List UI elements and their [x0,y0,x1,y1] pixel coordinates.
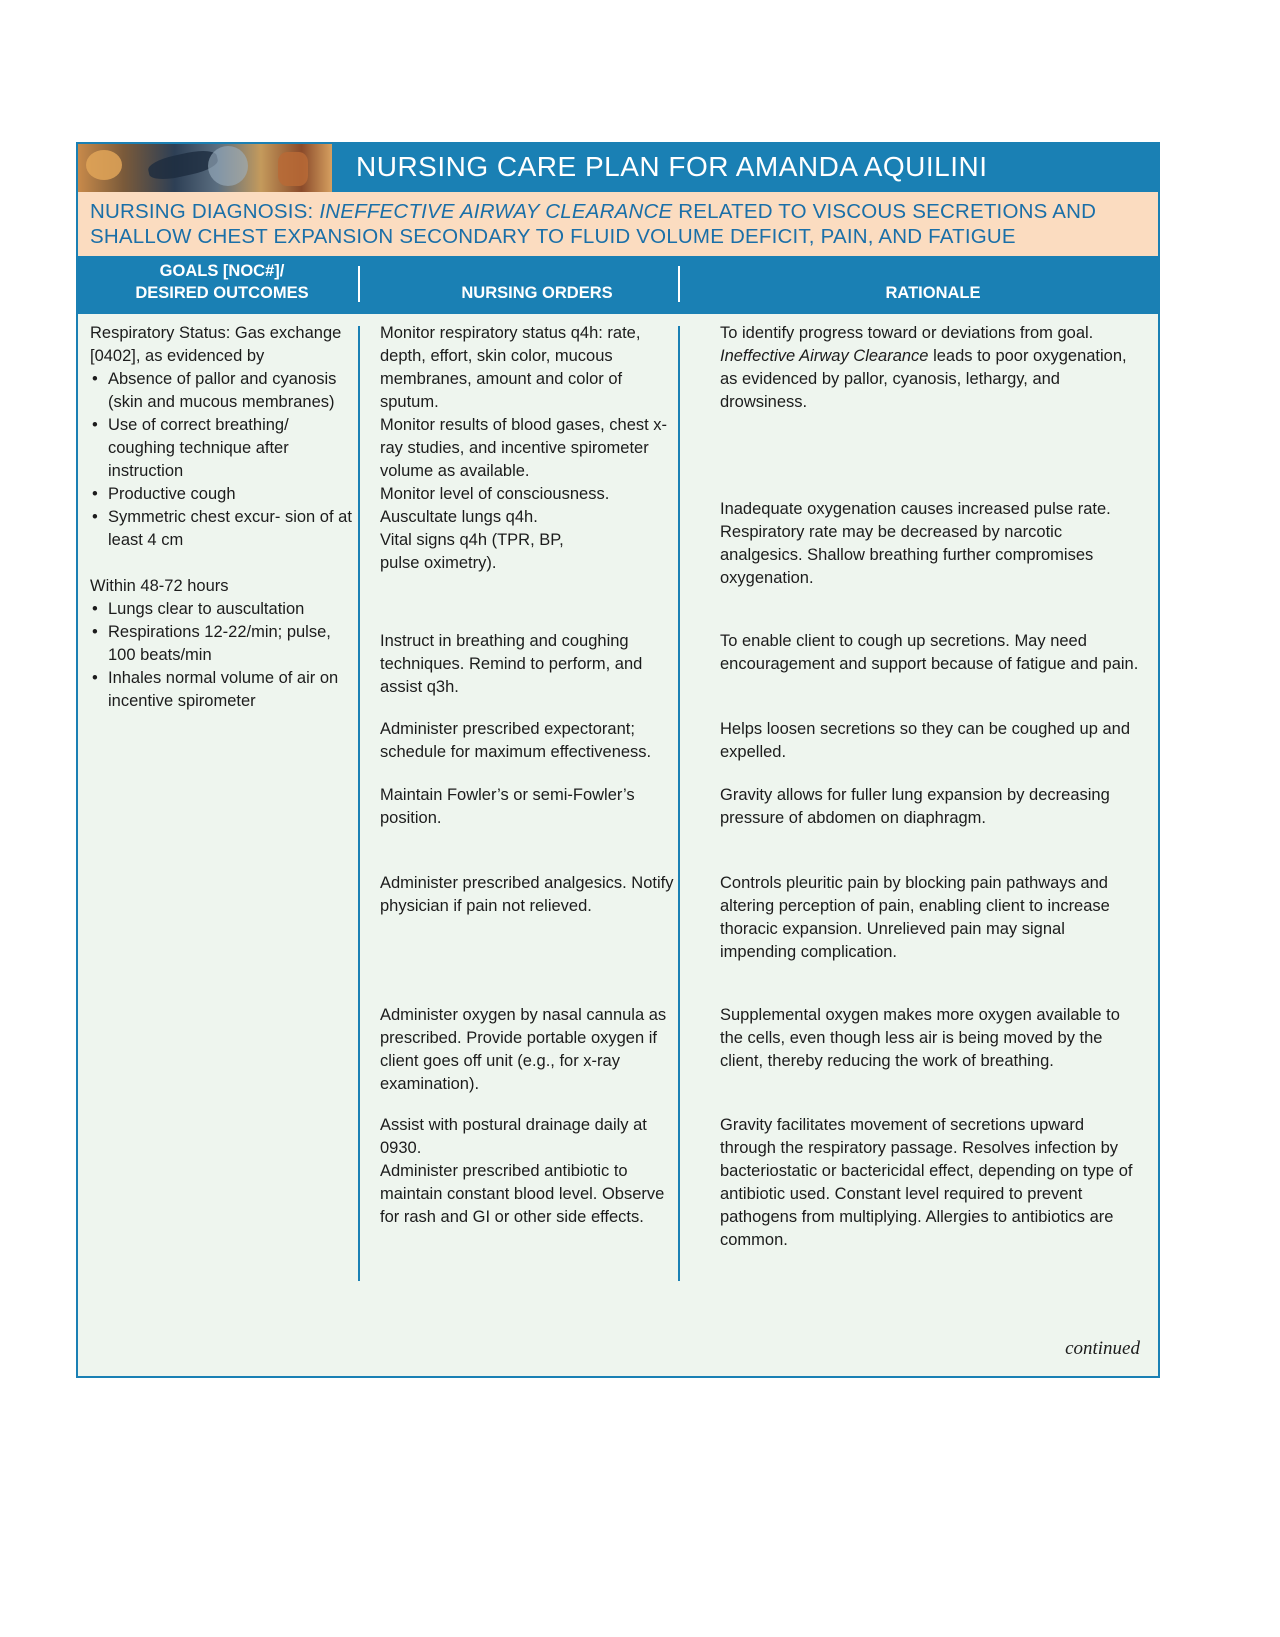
order-item: Administer prescribed expectorant; schedule for maximum effectiveness. [380,720,652,761]
rationale-italic: Ineffective Airway Clearance [720,347,929,365]
banner-image [78,144,332,192]
goals-bullet: • Lungs clear to auscultation [90,598,360,621]
goals-bullet: • Absence of pallor and cyanosis (skin and mucous membranes) [90,368,360,414]
order-item: Maintain Fowler’s or semi-Fowler’s position. [380,786,635,827]
header-goals-line1: GOALS [NOC#]/ [159,262,285,280]
diagnosis-prefix: NURSING DIAGNOSIS: [90,200,320,223]
diagnosis-rest: RELATED TO VISCOUS SECRETIONS AND SHALLOW CHEST EXPANSION SECONDARY TO FLUID VOLUME DEFICIT, PAIN, AND FATIGUE [90,200,1097,248]
care-plan-table [76,142,1160,1378]
rationale-item: Helps loosen secretions so they can be coughed up and expelled. [720,720,1131,761]
goals-bullet: • Productive cough [90,483,360,506]
rationale-text: To identify progress toward or deviations from goal. [720,324,1094,342]
continued-note: continued [1065,1338,1140,1359]
order-item: Monitor respiratory status q4h: rate, depth, effort, skin color, mucous membranes, amount and color of sputum. Monitor results of blood gases, chest x-ray studies, and incentive spirometer volume as available. Monitor level of consciousness. Auscultate lungs q4h. Vital signs q4h (TPR, BP, pulse oximetry). [380,324,668,572]
diagnosis-italic: INEFFECTIVE AIRWAY CLEARANCE [319,200,673,223]
goals-list [90,368,360,552]
order-item: Assist with postural drainage daily at 0930. Administer prescribed antibiotic to maintain constant blood level. Observe for rash and GI or other side effects. [380,1116,665,1226]
header-rationale: RATIONALE [885,284,981,302]
goals-column [90,322,360,713]
goals-timeframe: Within 48-72 hours [90,577,229,595]
page-title: NURSING CARE PLAN FOR AMANDA AQUILINI [356,151,988,182]
goals-list [90,598,360,713]
rationale-item: To enable client to cough up secretions. May need encouragement and support because of fatigue and pain. [720,632,1139,673]
rationale-item: Gravity allows for fuller lung expansion by decreasing pressure of abdomen on diaphragm. [720,786,1110,827]
rationale-item [720,322,1140,414]
rationale-item: Gravity facilitates movement of secretions upward through the respiratory passage. Resolves infection by bacteriostatic or bactericidal effect, depending on type of antibiotic used. Constant level required to prevent pathogens from multiplying. Allergies to antibiotics are common. [720,1116,1133,1249]
order-item: Administer oxygen by nasal cannula as prescribed. Provide portable oxygen if client goes off unit (e.g., for x-ray examination). [380,1006,667,1093]
rationale-item: Inadequate oxygenation causes increased pulse rate. Respiratory rate may be decreased by narcotic analgesics. Shallow breathing further compromises oxygenation. [720,500,1111,587]
goals-bullet: • Respirations 12-22/min; pulse, 100 beats/min [90,621,360,667]
header-divider [358,266,360,302]
table-body [78,314,1158,1376]
nursing-diagnosis [78,192,1158,256]
title-bar [78,144,1158,192]
column-header-row [78,256,1158,314]
goals-bullet: • Symmetric chest excur- sion of at least 4 cm [90,506,360,552]
header-goals [78,260,366,304]
goals-bullet: • Inhales normal volume of air on incentive spirometer [90,667,360,713]
rationale-text: leads to poor oxygenation, as evidenced by pallor, cyanosis, lethargy, and drowsiness. [720,347,1127,411]
order-item: Administer prescribed analgesics. Notify physician if pain not relieved. [380,874,674,915]
rationale-item: Controls pleuritic pain by blocking pain pathways and altering perception of pain, enabling client to increase thoracic expansion. Unrelieved pain may signal impending complication. [720,874,1110,961]
header-divider [678,266,680,302]
order-item: Instruct in breathing and coughing techniques. Remind to perform, and assist q3h. [380,632,643,696]
rationale-item: Supplemental oxygen makes more oxygen available to the cells, even though less air is being moved by the client, thereby reducing the work of breathing. [720,1006,1120,1070]
goals-intro: Respiratory Status: Gas exchange [0402], as evidenced by [90,324,342,365]
header-orders: NURSING ORDERS [461,284,613,302]
header-goals-line2: DESIRED OUTCOMES [135,284,309,302]
goals-bullet: • Use of correct breathing/ coughing technique after instruction [90,414,360,483]
